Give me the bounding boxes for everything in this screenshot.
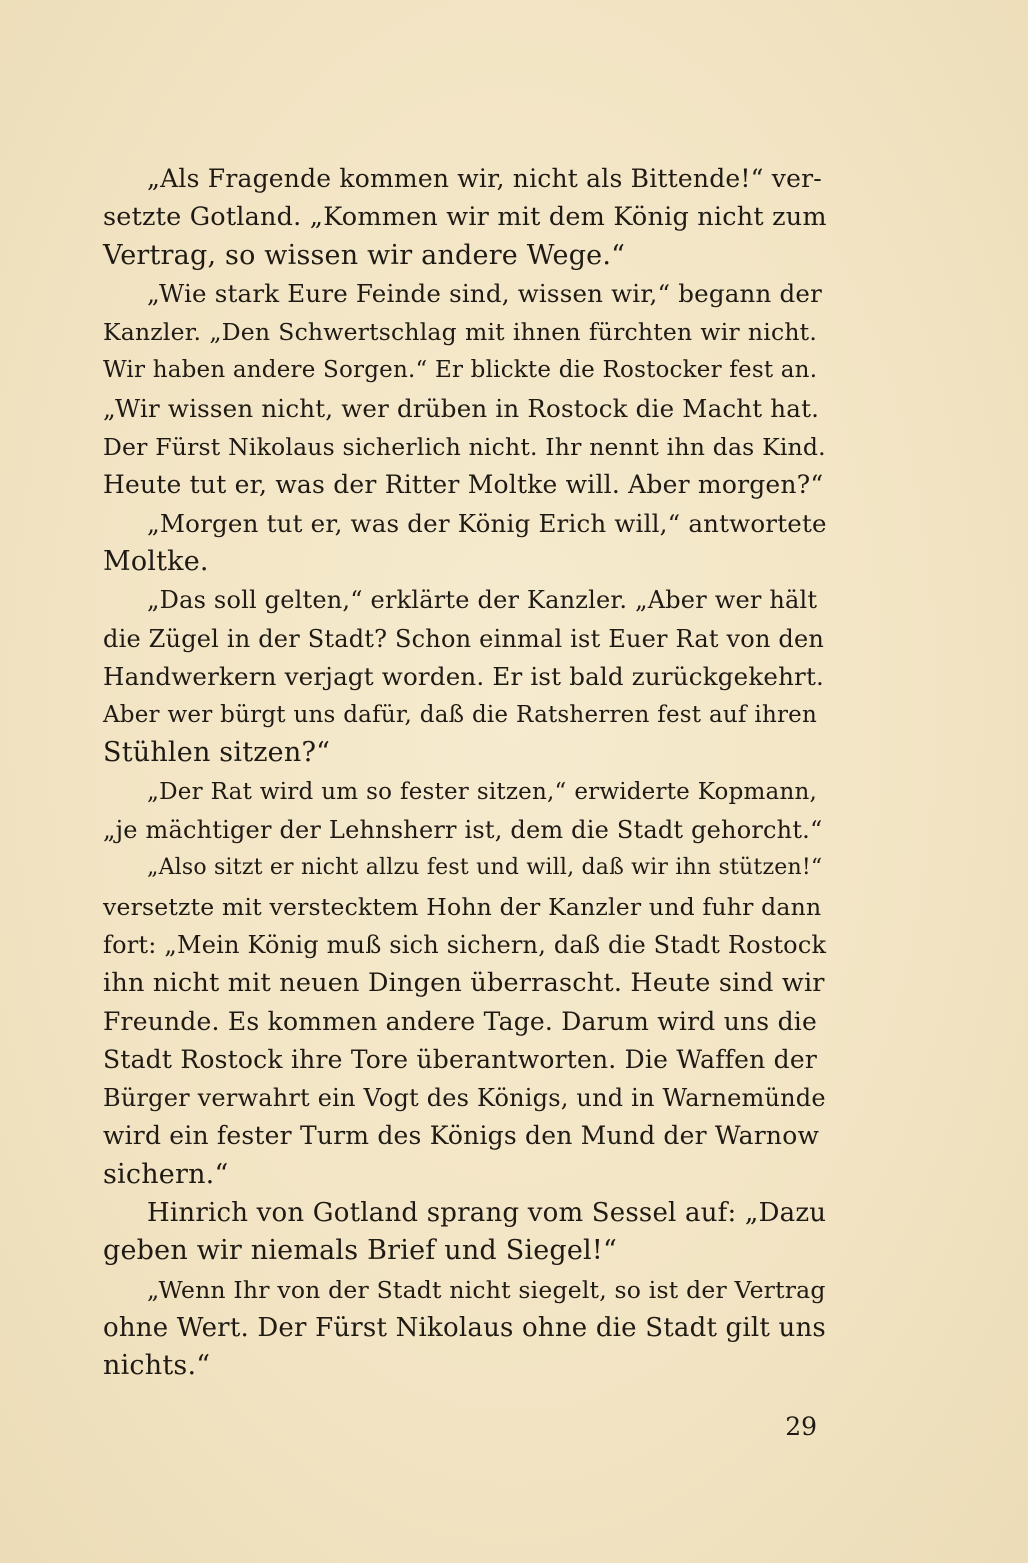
text-line: nichts.“ [103, 1350, 211, 1382]
text-line: geben wir niemals Brief und Siegel!“ [103, 1235, 617, 1267]
text-line: Wir haben andere Sorgen.“ Er blickte die Rostocker fest an. [103, 357, 818, 384]
text-line: „je mächtiger der Lehnsherr ist, dem die Stadt gehorcht.“ [103, 816, 823, 845]
text-line: Moltke. [103, 545, 209, 577]
text-line: Freunde. Es kommen andere Tage. Darum wird uns die [103, 1006, 817, 1036]
text-line: Vertrag, so wissen wir andere Wege.“ [103, 239, 626, 271]
text-line: „Wie stark Eure Feinde sind, wissen wir,“ begann der [147, 278, 822, 308]
text-line: „Als Fragende kommen wir, nicht als Bittende!“ ver- [147, 164, 822, 193]
text-line: wird ein fester Turm des Königs den Mund der Warnow [103, 1121, 820, 1151]
text-line: versetzte mit verstecktem Hohn der Kanzler und fuhr dann [103, 892, 822, 921]
text-line: fort: „Mein König muß sich sichern, daß die Stadt Rostock [103, 930, 827, 959]
body-text [103, 160, 827, 1386]
text-line: „Wenn Ihr von der Stadt nicht siegelt, so ist der Vertrag [147, 1275, 826, 1304]
text-line: „Morgen tut er, was der König Erich will,“ antwortete [147, 508, 827, 538]
text-line: ihn nicht mit neuen Dingen überrascht. Heute sind wir [103, 968, 825, 999]
text-line: „Der Rat wird um so fester sitzen,“ erwiderte Kopmann, [147, 778, 817, 805]
text-line: Heute tut er, was der Ritter Moltke will. Aber morgen?“ [103, 470, 824, 500]
text-line: Handwerkern verjagt worden. Er ist bald zurückgekehrt. [103, 661, 825, 691]
text-line: Aber wer bürgt uns dafür, daß die Ratsherren fest auf ihren [103, 702, 817, 729]
text-line: Stühlen sitzen?“ [103, 737, 331, 769]
text-line: sichern.“ [103, 1158, 229, 1190]
text-line: Hinrich von Gotland sprang vom Sessel auf: „Dazu [147, 1198, 827, 1229]
text-line: setzte Gotland. „Kommen wir mit dem König nicht zum [103, 202, 827, 233]
text-line: Der Fürst Nikolaus sicherlich nicht. Ihr nennt ihn das Kind. [103, 433, 826, 462]
text-line: „Wir wissen nicht, wer drüben in Rostock die Macht hat. [103, 393, 820, 423]
text-line: Bürger verwahrt ein Vogt des Königs, und in Warnemünde [103, 1084, 826, 1113]
text-line: Kanzler. „Den Schwertschlag mit ihnen fürchten wir nicht. [103, 318, 817, 347]
text-line: „Das soll gelten,“ erklärte der Kanzler. „Aber wer hält [147, 586, 818, 615]
text-line: ohne Wert. Der Fürst Nikolaus ohne die Stadt gilt uns [103, 1312, 826, 1343]
page-number: 29 [785, 1412, 817, 1441]
text-line: „Also sitzt er nicht allzu fest und will, daß wir ihn stützen!“ [147, 855, 823, 881]
text-line: Stadt Rostock ihre Tore überantworten. Die Waffen der [103, 1044, 817, 1074]
text-line: die Zügel in der Stadt? Schon einmal ist Euer Rat von den [103, 624, 825, 653]
